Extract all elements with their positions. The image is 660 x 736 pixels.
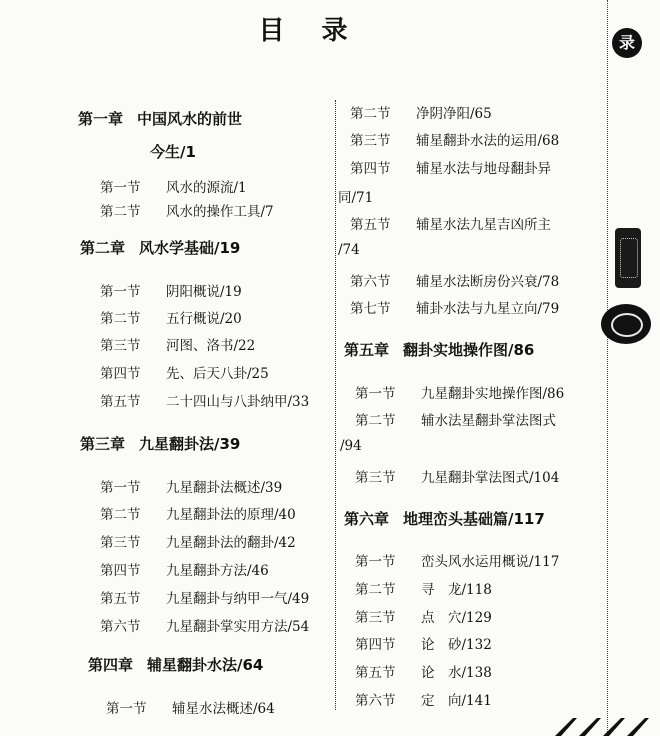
toc-entry-text: 九星翻卦掌实用方法/54	[166, 619, 310, 635]
toc-entry-number: 第六节	[350, 274, 391, 290]
toc-entry-text: 寻 龙/118	[421, 582, 492, 598]
toc-section-entry	[100, 176, 247, 196]
toc-entry-text: 辅星水法九星吉凶所主	[416, 217, 551, 233]
toc-section-entry	[350, 129, 559, 149]
toc-entry-text: 五行概说/20	[166, 311, 242, 327]
toc-entry-number: 第三节	[100, 338, 141, 354]
toc-entry-number: 第二节	[355, 413, 396, 429]
toc-entry-text: 翻卦实地操作图/86	[403, 341, 535, 359]
column-divider	[335, 100, 336, 710]
toc-entry-number: 第二章	[80, 239, 126, 257]
toc-entry-text: 同/71	[338, 190, 374, 206]
toc-entry-number: 第五节	[100, 394, 141, 410]
toc-section-entry	[106, 697, 275, 717]
toc-section-entry	[100, 200, 274, 220]
side-ornament	[615, 228, 641, 288]
toc-entry-number: 第五节	[100, 591, 141, 607]
toc-section-entry	[100, 334, 255, 354]
toc-entry-text: 九星翻卦法概述/39	[166, 480, 283, 496]
toc-entry-text: 峦头风水运用概说/117	[421, 554, 560, 570]
page-edge-line	[607, 0, 608, 736]
toc-section-entry	[355, 661, 492, 681]
toc-entry-number: 第二节	[350, 106, 391, 122]
toc-section-entry	[100, 559, 269, 579]
toc-section-entry	[100, 531, 296, 551]
toc-entry-text: 辅星翻卦水法的运用/68	[416, 133, 560, 149]
toc-entry-number: 第一节	[100, 284, 141, 300]
toc-continuation	[340, 438, 362, 454]
toc-entry-text: 净阴净阳/65	[416, 106, 492, 122]
toc-entry-number: 第四节	[355, 637, 396, 653]
toc-entry-number: 第五节	[350, 217, 391, 233]
toc-entry-number: 第六节	[355, 693, 396, 709]
toc-section-entry	[100, 615, 309, 635]
toc-entry-text: 二十四山与八卦纳甲/33	[166, 394, 310, 410]
toc-entry-text: 九星翻卦掌法图式/104	[421, 470, 560, 486]
toc-chapter-entry	[80, 433, 240, 454]
toc-entry-text: 辅星水法与地母翻卦异	[416, 161, 551, 177]
toc-continuation	[150, 141, 196, 162]
side-tab-badge: 录	[612, 28, 642, 58]
toc-entry-text: 阴阳概说/19	[166, 284, 242, 300]
toc-entry-number: 第一节	[100, 480, 141, 496]
toc-section-entry	[350, 297, 559, 317]
corner-decoration-icon	[545, 712, 657, 736]
toc-entry-text: 定 向/141	[421, 693, 492, 709]
toc-entry-text: 九星翻卦法/39	[139, 435, 241, 453]
toc-entry-number: 第二节	[100, 311, 141, 327]
toc-section-entry	[350, 270, 559, 290]
toc-section-entry	[100, 307, 242, 327]
toc-entry-text: 辅卦水法与九星立向/79	[416, 301, 560, 317]
toc-entry-number: 第一节	[355, 386, 396, 402]
toc-chapter-entry	[78, 108, 242, 129]
toc-section-entry	[100, 280, 242, 300]
toc-entry-text: 风水学基础/19	[139, 239, 241, 257]
toc-entry-text: 辅水法星翻卦掌法图式	[421, 413, 556, 429]
toc-entry-text: 辅星水法概述/64	[172, 701, 275, 717]
toc-section-entry	[355, 606, 492, 626]
toc-entry-number: 第四章	[88, 656, 134, 674]
toc-entry-text: 九星翻卦方法/46	[166, 563, 269, 579]
toc-section-entry	[355, 382, 564, 402]
toc-entry-text: 地理峦头基础篇/117	[403, 510, 545, 528]
toc-entry-number: 第三节	[355, 470, 396, 486]
toc-entry-text: 论 水/138	[421, 665, 492, 681]
toc-chapter-entry	[88, 654, 263, 675]
side-emblem-icon	[601, 304, 651, 344]
toc-section-entry	[355, 578, 492, 598]
toc-entry-number: 第三章	[80, 435, 126, 453]
toc-entry-text: 风水的源流/1	[166, 180, 247, 196]
toc-entry-number: 第四节	[350, 161, 391, 177]
toc-entry-number: 第三节	[355, 610, 396, 626]
toc-entry-text: /94	[340, 438, 362, 454]
toc-entry-number: 第二节	[355, 582, 396, 598]
toc-entry-number: 第一章	[78, 110, 124, 128]
toc-section-entry	[100, 503, 296, 523]
toc-entry-number: 第二节	[100, 507, 141, 523]
toc-entry-text: 今生/1	[150, 143, 196, 161]
toc-entry-text: /74	[338, 242, 360, 258]
toc-entry-text: 九星翻卦法的翻卦/42	[166, 535, 296, 551]
toc-entry-text: 风水的操作工具/7	[166, 204, 274, 220]
toc-continuation	[338, 242, 360, 258]
toc-entry-number: 第一节	[355, 554, 396, 570]
toc-entry-text: 九星翻卦法的原理/40	[166, 507, 296, 523]
toc-section-entry	[355, 409, 556, 429]
toc-entry-number: 第一节	[106, 701, 147, 717]
toc-entry-number: 第四节	[100, 366, 141, 382]
toc-section-entry	[100, 362, 269, 382]
toc-section-entry	[355, 466, 559, 486]
toc-entry-text: 点 穴/129	[421, 610, 492, 626]
page-title: 目 录	[258, 16, 362, 46]
toc-entry-text: 九星翻卦实地操作图/86	[421, 386, 565, 402]
toc-section-entry	[350, 213, 551, 233]
toc-entry-number: 第三节	[350, 133, 391, 149]
toc-entry-text: 中国风水的前世	[137, 110, 243, 128]
toc-section-entry	[355, 689, 492, 709]
toc-section-entry	[100, 476, 282, 496]
toc-entry-number: 第四节	[100, 563, 141, 579]
toc-entry-text: 河图、洛书/22	[166, 338, 256, 354]
toc-entry-number: 第六章	[344, 510, 390, 528]
toc-entry-number: 第三节	[100, 535, 141, 551]
toc-section-entry	[100, 390, 309, 410]
toc-entry-number: 第五节	[355, 665, 396, 681]
toc-entry-number: 第二节	[100, 204, 141, 220]
toc-entry-number: 第五章	[344, 341, 390, 359]
toc-section-entry	[100, 587, 309, 607]
toc-section-entry	[355, 633, 492, 653]
toc-continuation	[338, 186, 373, 206]
toc-entry-number: 第七节	[350, 301, 391, 317]
toc-section-entry	[350, 102, 492, 122]
toc-entry-number: 第六节	[100, 619, 141, 635]
toc-section-entry	[355, 550, 559, 570]
toc-entry-number: 第一节	[100, 180, 141, 196]
toc-entry-text: 辅星水法断房份兴衰/78	[416, 274, 560, 290]
toc-entry-text: 九星翻卦与纳甲一气/49	[166, 591, 310, 607]
toc-chapter-entry	[80, 237, 240, 258]
toc-entry-text: 论 砂/132	[421, 637, 492, 653]
toc-entry-text: 先、后天八卦/25	[166, 366, 269, 382]
toc-chapter-entry	[344, 339, 534, 360]
toc-section-entry	[350, 157, 551, 177]
toc-chapter-entry	[344, 508, 545, 529]
toc-entry-text: 辅星翻卦水法/64	[147, 656, 264, 674]
